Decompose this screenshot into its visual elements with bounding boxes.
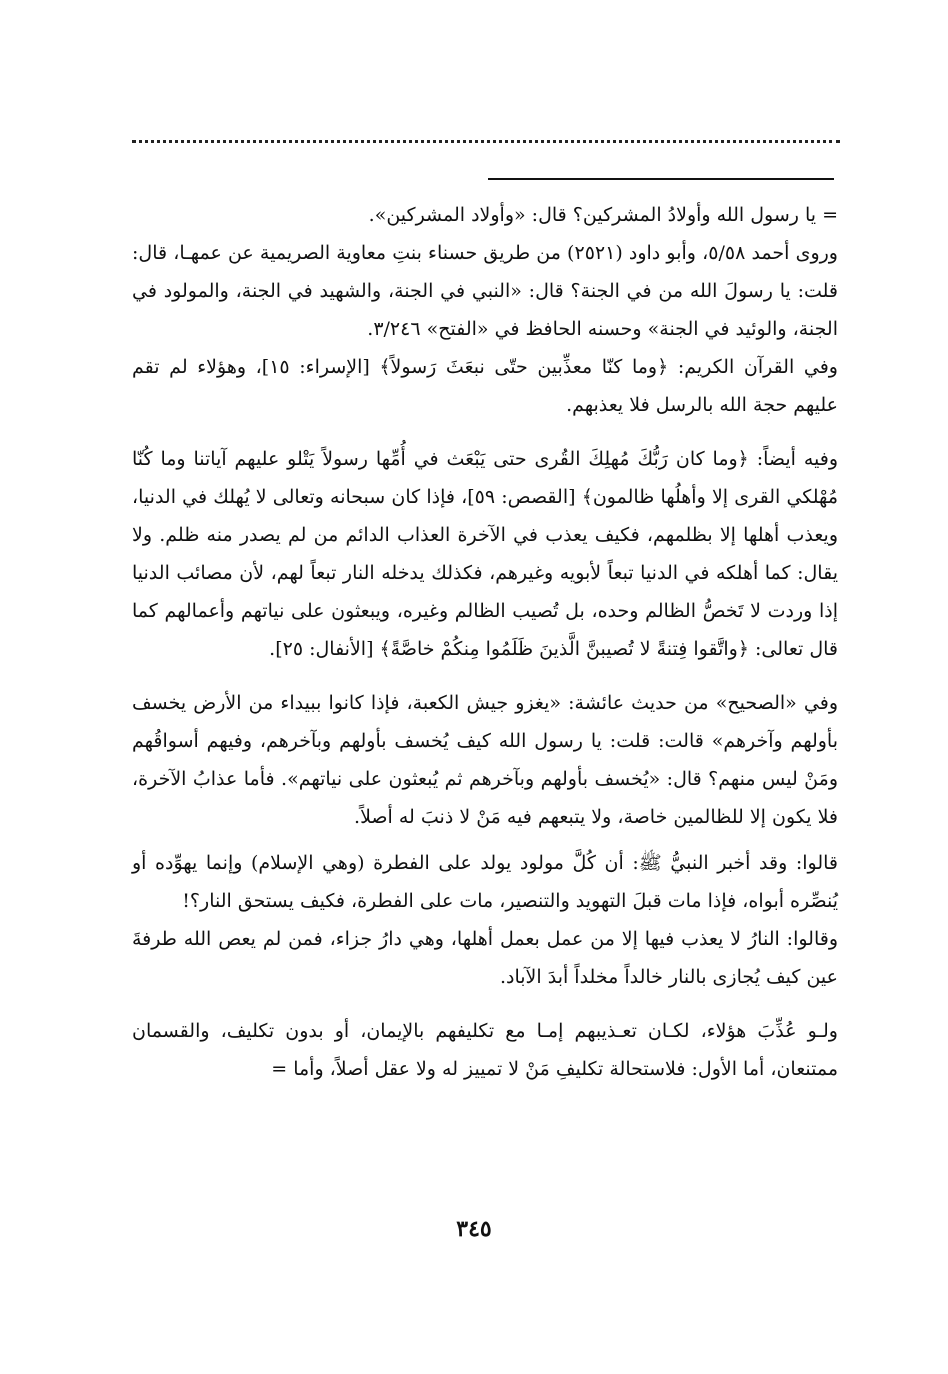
- paragraph-quran-isra: وفي القرآن الكريم: ﴿وما كنّا معذِّبين حتّى نبعَثَ رَسولاً﴾ [الإسراء: ١٥]، وهؤلاء لم تقم عليهم حجة الله بالرسل فلا يعذبهم.: [132, 356, 838, 416]
- paragraph-fitra: قالوا: وقد أخبر النبيُّ ﷺ: أن كُلَّ مولود يولد على الفطرة (وهي الإسلام) وإنما يهوِّده أو يُنصِّره أبواه، فإذا مات قبلَ التهويد والتنصير، مات على الفطرة، فكيف يستحق النار؟!: [132, 852, 838, 912]
- dotted-separator: [132, 140, 840, 143]
- paragraph-ahmad-abudawud: وروى أحمد ٥/٥٨، وأبو داود (٢٥٢١) من طريق حسناء بنتِ معاوية الصريمية عن عمهـا، قال: قلت: يا رسولَ الله من في الجنة؟ قال: «النبي في الجنة، والشهيد في الجنة، والمولود في الجنة، والوئيد في الجنة» وحسنه الحافظ في «الفتح» ٣/٢٤٦.: [132, 242, 838, 340]
- paragraph-quran-qasas: وفيه أيضاً: ﴿وما كان رَبُّكَ مُهلِكَ القُرى حتى يَبْعَث في أُمِّها رسولاً يَتْلو عليهم آياتنا وما كُنّا مُهْلكي القرى إلا وأهلُها ظالمون﴾ [القصص: ٥٩]، فإذا كان سبحانه وتعالى لا يُهلك في الدنيا، ويعذب أهلها إلا بظلمهم، فكيف يعذب في الآخرة العذاب الدائم من لم يصدر منه ظلم. ولا يقال: كما أهلكه في الدنيا تبعاً لأبويه وغيرهم، فكذلك يدخله النار تبعاً لهم، لأن مصائب الدنيا إذا وردت لا تَخصُّ الظالم وحده، بل تُصيب الظالم وغيره، ويبعثون على نياتهم وأعمالهم كما قال تعالى: ﴿واتَّقوا فِتنةً لا تُصيبنَّ الَّذينَ ظَلَمُوا مِنكُمْ خاصَّةً﴾ [الأنفال: ٢٥].: [132, 448, 838, 660]
- page-body: [132, 196, 838, 1088]
- paragraph-sahih-aisha: وفي «الصحيح» من حديث عائشة: «يغزو جيش الكعبة، فإذا كانوا ببيداء من الأرض يخسف بأولهم وآخرهم» قالت: قلت: يا رسول الله كيف يُخسف بأولهم وبآخرهم، وفيهم أسواقُهم ومَنْ ليس منهم؟ قال: «يُخسف بأولهم وبآخرهم ثم يُبعثون على نياتهم». فأما عذابُ الآخرة، فلا يكون إلا للظالمين خاصة، ولا يتبعهم فيه مَنْ لا ذنبَ له أصلاً.: [132, 692, 838, 828]
- paragraph-continuation: = يا رسول الله وأولادُ المشركين؟ قال: «وأولاد المشركين».: [368, 204, 838, 226]
- footnote-rule: [488, 178, 834, 180]
- paragraph-taklif: ولـو عُذِّبَ هؤلاء، لكـان تعـذيبهم إمـا مع تكليفهم بالإيمان، أو بدون تكليف، والقسمان ممتنعان، أما الأول: فلاستحالة تكليفِ مَنْ لا تمييز له ولا عقل أصلاً، وأما =: [132, 1020, 838, 1080]
- page-number: ٣٤٥: [456, 1216, 492, 1242]
- paragraph-nar: وقالوا: النارُ لا يعذب فيها إلا من عمل بعمل أهلها، وهي دارُ جزاء، فمن لم يعص الله طرفةَ عين كيف يُجازى بالنار خالداً مخلداً أبدَ الآباد.: [132, 928, 838, 988]
